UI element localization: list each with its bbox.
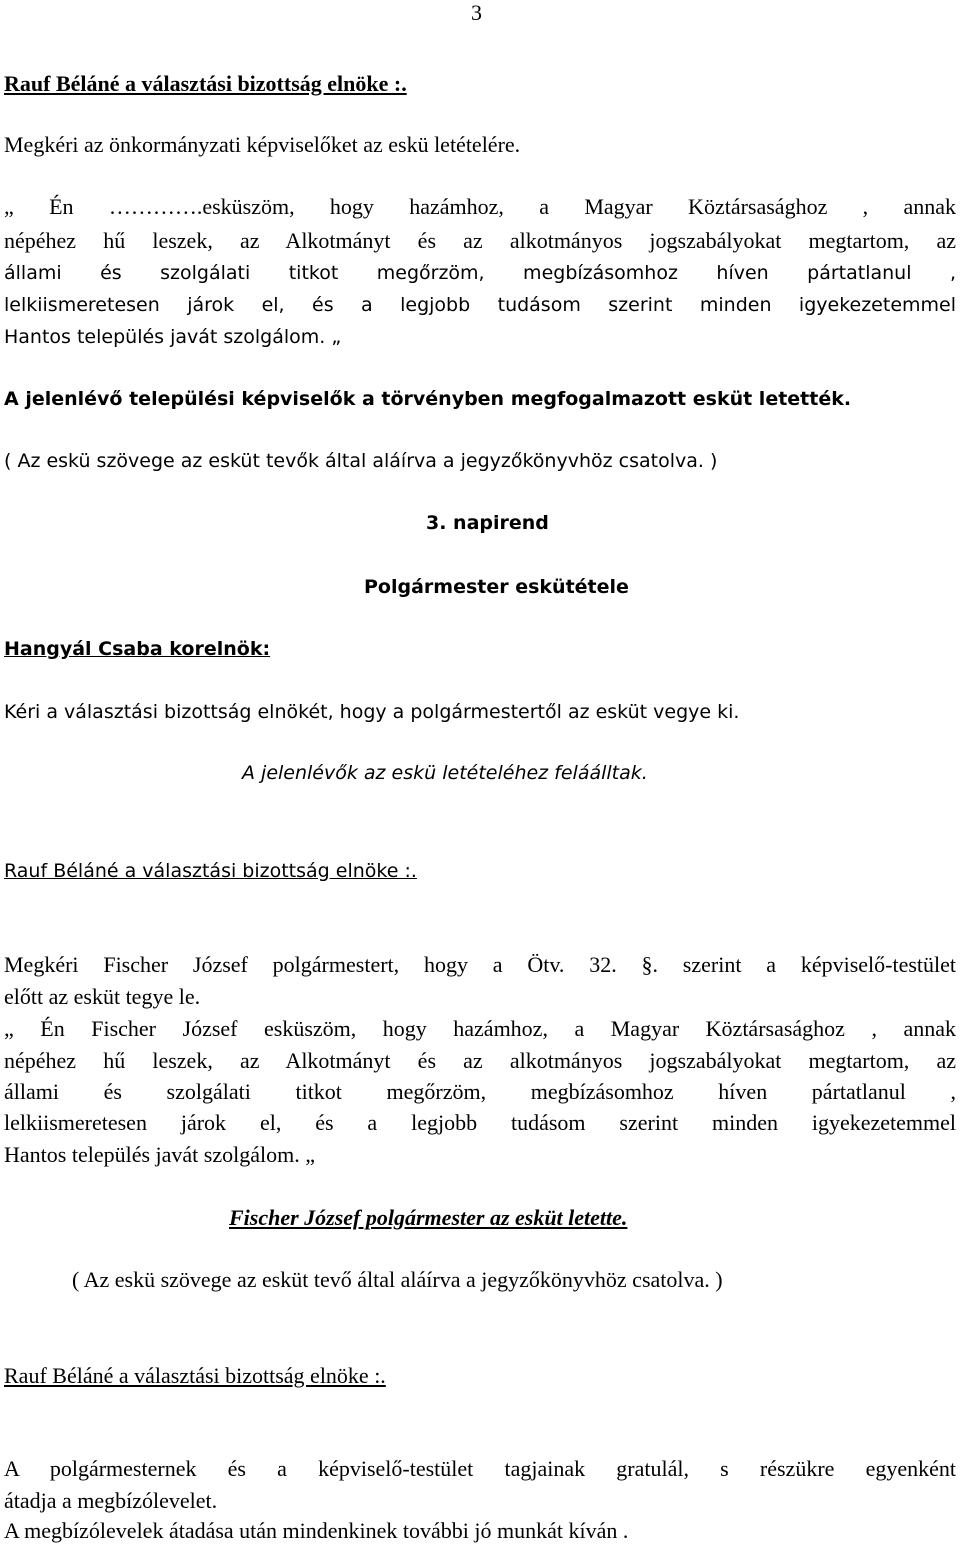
oath-line: állami és szolgálati titkot megőrzöm, megbízásomhoz híven pártatlanul ,	[4, 262, 956, 284]
speaker-heading: Rauf Béláné a választási bizottság elnöke :.	[4, 860, 417, 882]
closing-line: A polgármesternek és a képviselő-testület tagjainak gratulál, s részükre egyenként	[4, 1456, 956, 1481]
speaker-request-line: Megkéri Fischer József polgármestert, hogy a Ötv. 32. §. szerint a képviselő-testület	[4, 952, 956, 977]
speaker-request: Megkéri az önkormányzati képviselőket az eskü letételére.	[4, 132, 521, 157]
agenda-number: 3. napirend	[426, 512, 549, 534]
oath-line: népéhez hű leszek, az Alkotmányt és az alkotmányos jogszabályokat megtartom, az	[4, 1048, 956, 1073]
speaker-heading: Rauf Béláné a választási bizottság elnöke :.	[4, 1363, 386, 1388]
oath-result: Fischer József polgármester az esküt letette.	[229, 1205, 628, 1230]
oath-line: lelkiismeretesen járok el, és a legjobb tudásom szerint minden igyekezetemmel	[4, 1110, 956, 1135]
stage-direction: A jelenlévők az eskü letételéhez feláálltak.	[242, 762, 648, 784]
closing-line: A megbízólevelek átadása után mindenkinek további jó munkát kíván .	[4, 1518, 629, 1543]
speaker-heading: Hangyál Csaba korelnök:	[4, 638, 271, 660]
page-number: 3	[471, 0, 482, 25]
oath-line: „ Én ………….esküszöm, hogy hazámhoz, a Magyar Köztársasághoz , annak	[4, 194, 956, 219]
closing-line: átadja a megbízólevelet.	[4, 1488, 218, 1513]
speaker-request: Kéri a választási bizottság elnökét, hogy a polgármestertől az esküt vegye ki.	[4, 701, 740, 723]
oath-line: Hantos település javát szolgálom. „	[4, 326, 342, 348]
oath-line: népéhez hű leszek, az Alkotmányt és az alkotmányos jogszabályokat megtartom, az	[4, 228, 956, 253]
oath-result: A jelenlévő települési képviselők a törvényben megfogalmazott esküt letették.	[4, 388, 852, 410]
oath-note: ( Az eskü szövege az esküt tevők által aláírva a jegyzőkönyvhöz csatolva. )	[4, 450, 718, 472]
speaker-request-line: előtt az esküt tegye le.	[4, 984, 201, 1009]
oath-line: Hantos település javát szolgálom. „	[4, 1142, 315, 1167]
oath-line: állami és szolgálati titkot megőrzöm, megbízásomhoz híven pártatlanul ,	[4, 1079, 956, 1104]
oath-line: „ Én Fischer József esküszöm, hogy hazámhoz, a Magyar Köztársasághoz , annak	[4, 1016, 956, 1041]
oath-line: lelkiismeretesen járok el, és a legjobb tudásom szerint minden igyekezetemmel	[4, 294, 956, 316]
agenda-title: Polgármester eskütétele	[364, 576, 629, 598]
oath-note: ( Az eskü szövege az esküt tevő által aláírva a jegyzőkönyvhöz csatolva. )	[72, 1267, 723, 1292]
speaker-heading: Rauf Béláné a választási bizottság elnöke :.	[4, 71, 407, 96]
